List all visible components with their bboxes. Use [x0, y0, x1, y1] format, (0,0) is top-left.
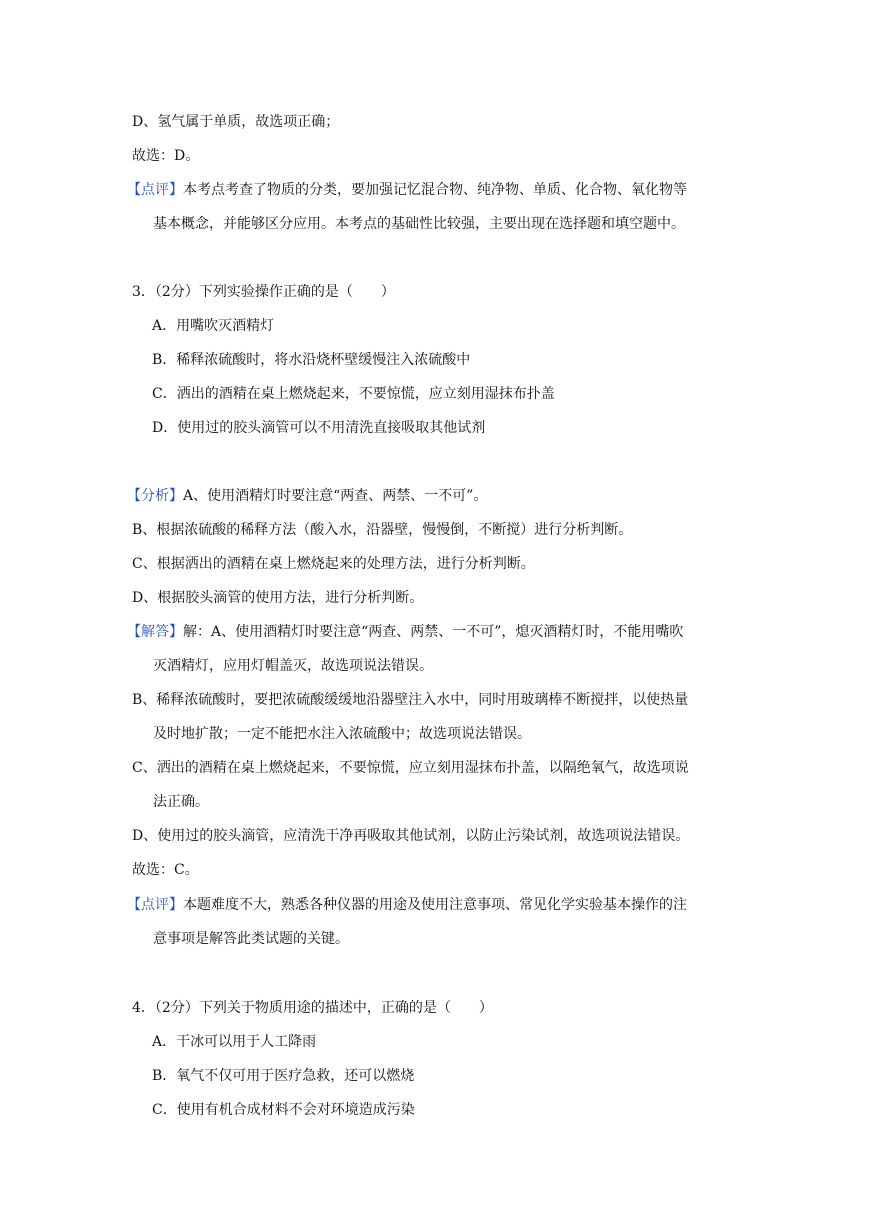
q3-analysis-line-3: C、根据洒出的酒精在桌上燃烧起来的处理方法，进行分析判断。	[132, 556, 535, 572]
comment-tag: 【点评】	[127, 897, 183, 913]
q3-option-d: D．使用过的胶头滴管可以不用清洗直接吸取其他试剂	[152, 420, 486, 436]
q4-option-a: A．干冰可以用于人工降雨	[152, 1034, 317, 1050]
q4-stem: 4．（2分）下列关于物质用途的描述中，正确的是（ ）	[132, 1000, 493, 1016]
q3-analysis-text-1: A、使用酒精灯时要注意“两查、两禁、一不可”。	[183, 488, 488, 504]
q3-solution-b-line-2: 及时地扩散；一定不能把水注入浓硫酸中；故选项说法错误。	[153, 726, 531, 742]
q3-analysis-line-1	[127, 486, 487, 506]
q3-option-c: C．洒出的酒精在桌上燃烧起来，不要惊慌，应立刻用湿抹布扑盖	[152, 386, 555, 402]
q3-comment-line-1	[127, 895, 687, 915]
q3-analysis-line-4: D、根据胶头滴管的使用方法，进行分析判断。	[132, 590, 424, 606]
q2-comment-text-1: 本考点考查了物质的分类，要加强记忆混合物、纯净物、单质、化合物、氧化物等	[183, 182, 687, 198]
q3-solution-d-line: D、使用过的胶头滴管，应清洗干净再吸取其他试剂，以防止污染试剂，故选项说法错误。	[132, 828, 690, 844]
q2-option-d-explanation: D、氢气属于单质，故选项正确；	[132, 114, 340, 130]
q4-option-c: C．使用有机合成材料不会对环境造成污染	[152, 1102, 415, 1118]
analysis-tag: 【分析】	[127, 488, 183, 504]
q2-answer-line: 故选：D。	[132, 148, 200, 164]
q3-solution-a-text-1: 解：A、使用酒精灯时要注意“两查、两禁、一不可”，熄灭酒精灯时，不能用嘴吹	[183, 624, 684, 640]
q3-solution-b-line-1: B、稀释浓硫酸时，要把浓硫酸缓缓地沿器壁注入水中，同时用玻璃棒不断搅拌，以使热量	[132, 692, 689, 708]
q3-solution-a-line-1	[127, 622, 683, 642]
solution-tag: 【解答】	[127, 624, 183, 640]
q3-solution-c-line-1: C、洒出的酒精在桌上燃烧起来，不要惊慌，应立刻用湿抹布扑盖，以隔绝氧气，故选项说	[132, 760, 689, 776]
q3-option-a: A．用嘴吹灭酒精灯	[152, 318, 275, 334]
comment-tag: 【点评】	[127, 182, 183, 198]
q3-option-b: B．稀释浓硫酸时，将水沿烧杯壁缓慢注入浓硫酸中	[152, 352, 471, 368]
q3-solution-a-line-2: 灭酒精灯，应用灯帽盖灭，故选项说法错误。	[153, 658, 433, 674]
q3-solution-c-line-2: 法正确。	[153, 794, 209, 810]
q3-answer-line: 故选：C。	[132, 862, 199, 878]
q3-analysis-line-2: B、根据浓硫酸的稀释方法（酸入水，沿器壁，慢慢倒，不断搅）进行分析判断。	[132, 522, 633, 538]
q4-option-b: B．氧气不仅可用于医疗急救，还可以燃烧	[152, 1068, 415, 1084]
q3-comment-line-2: 意事项是解答此类试题的关键。	[153, 931, 349, 947]
q3-comment-text-1: 本题难度不大，熟悉各种仪器的用途及使用注意事项、常见化学实验基本操作的注	[183, 897, 687, 913]
q2-comment-line-2: 基本概念，并能够区分应用。本考点的基础性比较强，主要出现在选择题和填空题中。	[153, 216, 685, 232]
q2-comment-line-1	[127, 180, 687, 200]
q3-stem: 3．（2分）下列实验操作正确的是（ ）	[132, 284, 395, 300]
